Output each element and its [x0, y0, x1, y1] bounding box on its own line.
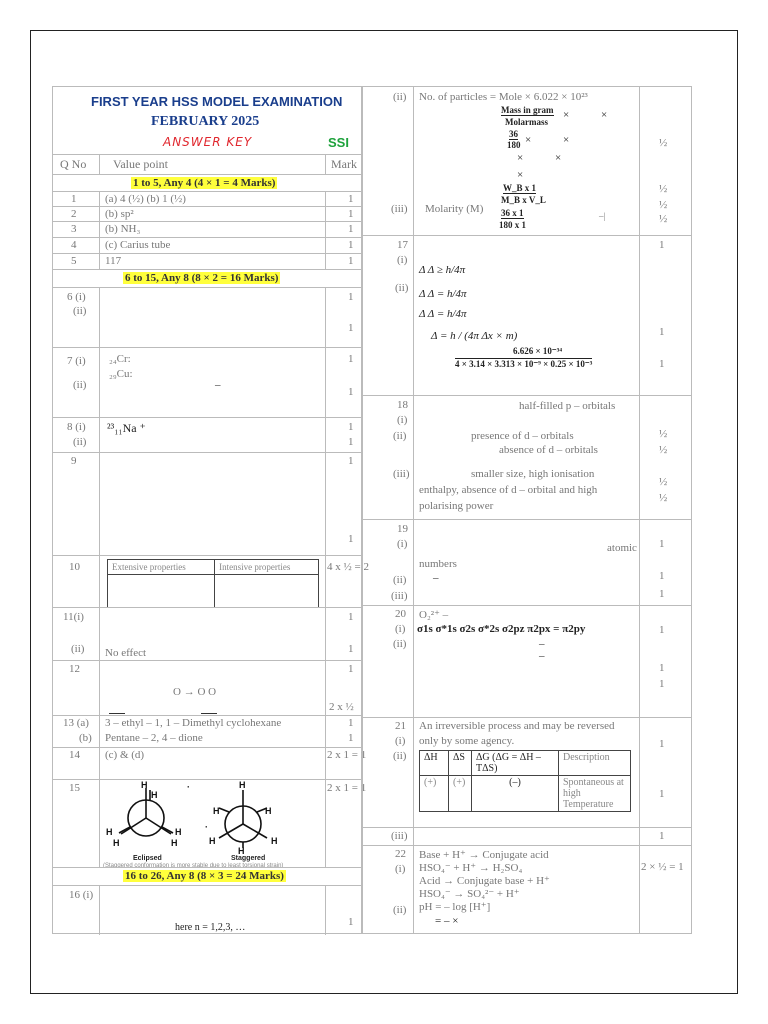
question-number: (iii)	[391, 830, 408, 842]
mark-value: 1	[659, 588, 665, 600]
question-number: (ii)	[393, 430, 407, 442]
mark-value: 1	[348, 322, 354, 334]
answer-value: (c) Carius tube	[105, 239, 171, 251]
times-sign: ×	[555, 152, 562, 164]
mark-value: 1	[659, 239, 665, 251]
table-row	[53, 191, 361, 206]
question-number: 12	[69, 663, 80, 675]
answer-value: 117	[105, 255, 122, 267]
dash: –	[539, 650, 545, 662]
mark-value: 1	[348, 436, 354, 448]
mark-value: 1	[348, 916, 354, 928]
fraction-numerator: W_B x 1	[503, 183, 537, 193]
table-row	[53, 885, 361, 935]
answer-value: here n = 1,2,3, …	[175, 922, 246, 933]
answer-value: HSO₄⁻ → SO₄²⁻ + H⁺	[419, 888, 520, 900]
svg-text:·: ·	[205, 822, 208, 832]
newman-projections	[101, 780, 323, 868]
description-header: Description	[559, 751, 631, 776]
table-cell: (+)	[449, 776, 472, 812]
table-row	[363, 605, 691, 717]
table-row	[53, 660, 361, 715]
properties-table	[107, 559, 319, 608]
table-row	[363, 827, 691, 845]
mark-value: 2 × ½ = 1	[641, 861, 684, 873]
mark-value: 1	[659, 788, 665, 800]
answer-value: only by some agency.	[419, 735, 515, 747]
molecular-orbital-config: σ1s σ*1s σ2s σ*2s σ2pz π2px = π2py	[417, 623, 586, 635]
mark-value: 1	[348, 208, 354, 220]
svg-text:H: H	[106, 827, 113, 837]
mark-value: 1	[659, 358, 665, 370]
mark-value: 1	[348, 239, 354, 251]
mark-value: 1	[659, 738, 665, 750]
left-answer-table	[52, 86, 369, 934]
table-row	[53, 347, 361, 417]
fraction-denominator: 180	[507, 140, 521, 150]
delta-g-header: ΔG (ΔG = ΔH – TΔS)	[472, 751, 559, 776]
answer-value: pH = – log [H⁺]	[419, 901, 491, 913]
question-number: 10	[69, 561, 80, 573]
times-sign: ×	[525, 134, 532, 146]
svg-text:H: H	[141, 780, 148, 790]
question-number: (ii)	[393, 91, 407, 103]
answer-value: ₂₄Cr:	[109, 353, 131, 365]
table-row	[53, 253, 361, 269]
section-row	[53, 174, 361, 191]
answer-value: (c) & (d)	[105, 749, 145, 761]
fraction-denominator: Molarmass	[505, 117, 548, 127]
fraction-numerator: Mass in gram	[501, 105, 554, 115]
svg-text:H: H	[113, 838, 120, 848]
question-number: 17	[397, 239, 408, 251]
answer-value: ₂₉Cu:	[109, 368, 133, 380]
uncertainty-equation: Δ Δ = h/4π	[419, 288, 467, 300]
svg-text:H: H	[239, 780, 246, 790]
table-row	[363, 183, 691, 235]
answer-value: (b) sp²	[105, 208, 134, 220]
question-number: (ii)	[71, 643, 85, 655]
question-number: 13 (a)	[63, 717, 89, 729]
mark-value: 1	[659, 326, 665, 338]
question-number: (i)	[395, 735, 406, 747]
fraction-denominator: 180 x 1	[499, 220, 526, 230]
answer-value: half-filled p – orbitals	[519, 400, 616, 412]
times-sign: ×	[563, 134, 570, 146]
question-number: (i)	[397, 538, 408, 550]
question-number: (ii)	[393, 750, 407, 762]
mark-value: ½	[659, 137, 668, 149]
times-sign: ×	[517, 152, 524, 164]
mark-value: ½	[659, 183, 668, 195]
question-number: (iii)	[393, 468, 410, 480]
mark-header: Mark	[331, 157, 357, 171]
question-number: 3	[71, 223, 77, 235]
mark-value: 1	[659, 662, 665, 674]
question-number: (ii)	[73, 305, 87, 317]
table-row	[53, 747, 367, 779]
table-cell: (–)	[472, 776, 559, 812]
mark-value: ½	[659, 476, 668, 488]
mark-value: 1	[659, 830, 665, 842]
mark-value: 1	[348, 533, 354, 545]
answer-value: No. of particles = Mole × 6.022 × 10²³	[419, 91, 588, 103]
mark-value: 1	[348, 223, 354, 235]
answer-value: enthalpy, absence of d – orbital and high	[419, 484, 598, 496]
answer-value: O₂²⁺ –	[419, 609, 449, 621]
answer-value: An irreversible process and may be reversed	[419, 720, 615, 732]
answer-value: (a) 4 (½) (b) 1 (½)	[105, 193, 186, 205]
fraction-denominator: M_B x V_L	[501, 195, 546, 205]
fraction-numerator: 36 x 1	[501, 208, 524, 218]
question-number: 14	[69, 749, 80, 761]
eclipsed-label: Eclipsed	[133, 855, 162, 862]
mark-value: 2 x 1 = 1	[327, 782, 367, 794]
answer-value: HSO₄⁻ + H⁺ → H₂SO₄	[419, 862, 523, 874]
question-number: (iii)	[391, 590, 408, 602]
question-number: (ii)	[73, 379, 87, 391]
mark-value: 1	[659, 678, 665, 690]
answer-value: No effect	[105, 647, 147, 659]
times-sign: ×	[517, 169, 524, 181]
question-number: (ii)	[393, 574, 407, 586]
mark-value: ½	[659, 492, 668, 504]
mark-value: 1	[348, 353, 354, 365]
mark-value: 1	[348, 717, 354, 729]
question-number: (i)	[397, 414, 408, 426]
table-row	[53, 779, 367, 868]
dash: –	[433, 572, 439, 584]
question-number: 16 (i)	[69, 889, 94, 901]
delta-s-header: ΔS	[449, 751, 472, 776]
table-row	[53, 417, 361, 452]
question-number: 15	[69, 782, 80, 794]
table-row	[53, 452, 361, 555]
mark-value: 2 x ½	[329, 701, 354, 713]
question-number: (ii)	[393, 638, 407, 650]
mark-value: 1	[348, 255, 354, 267]
question-number: 1	[71, 193, 77, 205]
table-row	[363, 519, 691, 605]
question-number: (i)	[397, 254, 408, 266]
table-row	[53, 287, 361, 347]
answer-key-label: ANSWER KEY	[163, 135, 253, 149]
mark-value: 1	[659, 624, 665, 636]
question-number: 19	[397, 523, 408, 535]
mark-value: 1	[659, 570, 665, 582]
table-row	[363, 845, 691, 935]
exam-month: FEBRUARY 2025	[151, 114, 260, 129]
question-number: 21	[395, 720, 406, 732]
dash: –	[215, 379, 221, 391]
section-row	[53, 867, 361, 885]
question-number: (iii)	[391, 203, 408, 215]
svg-text:H: H	[213, 806, 220, 816]
gibbs-energy-table	[419, 750, 631, 812]
question-number: 4	[71, 239, 77, 251]
question-number: 11(i)	[63, 611, 84, 623]
table-row	[53, 715, 361, 747]
value-header: Value point	[113, 157, 168, 171]
question-number: 18	[397, 399, 408, 411]
svg-text:H: H	[271, 836, 278, 846]
fraction-numerator: 6.626 × 10⁻³⁴	[513, 346, 563, 356]
answer-value: absence of d – orbitals	[499, 444, 598, 456]
column-header-row	[53, 154, 361, 174]
svg-text:H: H	[209, 836, 216, 846]
table-row	[363, 717, 691, 827]
table-cell: Spontaneous at high Temperature	[559, 776, 631, 812]
answer-value: Molarity (M)	[425, 203, 484, 215]
section-3-heading: 16 to 26, Any 8 (8 × 3 = 24 Marks)	[125, 870, 284, 882]
mark-value: ½	[659, 199, 668, 211]
table-row	[363, 395, 691, 519]
conformation-note: (Staggered conformation is more stable due to least torsional strain)	[103, 863, 284, 868]
svg-text:H: H	[151, 790, 158, 800]
mark-value: 1	[348, 643, 354, 655]
section-2-heading: 6 to 15, Any 8 (8 × 2 = 16 Marks)	[125, 272, 279, 284]
section-row	[53, 269, 361, 287]
answer-value: Acid → Conjugate base + H⁺	[419, 875, 550, 887]
question-number: (ii)	[73, 436, 87, 448]
question-number: (b)	[79, 732, 92, 744]
uncertainty-equation: Δ Δ = h/4π	[419, 308, 467, 320]
staggered-label: Staggered	[231, 855, 266, 862]
answer-value: = – ×	[435, 915, 459, 927]
mark-value: 1	[348, 421, 354, 433]
dash: –	[539, 638, 545, 650]
mark-value: 1	[348, 455, 354, 467]
table-row	[53, 607, 361, 660]
mark-value: 1	[348, 193, 354, 205]
fraction-numerator: 36	[509, 129, 518, 139]
extensive-header: Extensive properties	[108, 560, 215, 575]
answer-value: smaller size, high ionisation	[471, 468, 595, 480]
question-number: (i)	[395, 623, 406, 635]
answer-value: 3 – ethyl – 1, 1 – Dimethyl cyclohexane	[105, 717, 282, 729]
mark-value: 1	[348, 611, 354, 623]
staggered-projection	[219, 790, 267, 848]
fraction-denominator: 4 × 3.14 × 3.313 × 10⁻⁹ × 0.25 × 10⁻³	[455, 359, 593, 369]
answer-value: presence of d – orbitals	[471, 430, 574, 442]
mark-value: 1	[659, 538, 665, 550]
intensive-header: Intensive properties	[215, 560, 319, 575]
right-answer-table	[362, 86, 692, 934]
question-number: (i)	[395, 863, 406, 875]
answer-value: numbers	[419, 558, 457, 570]
sodium-ion-symbol: ²³₁₁Na ⁺	[107, 421, 146, 435]
question-number: 22	[395, 848, 406, 860]
times-sign: ×	[601, 109, 608, 121]
ssi-label: SSI	[328, 135, 349, 150]
answer-value: O → O O	[173, 686, 217, 698]
answer-value: atomic	[607, 542, 637, 554]
table-row	[363, 87, 691, 183]
mark-value: ½	[659, 428, 668, 440]
mark-value: 4 x ½ = 2	[327, 561, 369, 573]
answer-value: Pentane – 2, 4 – dione	[105, 732, 203, 744]
table-row	[363, 235, 691, 395]
mark-value: 1	[348, 663, 354, 675]
svg-text:·: ·	[187, 782, 190, 792]
question-number: 7 (i)	[67, 355, 86, 367]
uncertainty-equation: Δ = h / (4π Δx × m)	[431, 330, 518, 342]
question-number: 8 (i)	[67, 421, 86, 433]
section-1-heading: 1 to 5, Any 4 (4 × 1 = 4 Marks)	[133, 177, 276, 189]
question-number: 5	[71, 255, 77, 267]
mark-tick: –|	[599, 211, 606, 221]
mark-value: 1	[348, 291, 354, 303]
eclipsed-projection	[119, 788, 173, 836]
table-row	[53, 237, 361, 253]
exam-title: FIRST YEAR HSS MODEL EXAMINATION	[91, 94, 343, 109]
qno-header: Q No	[60, 157, 87, 171]
question-number: (ii)	[393, 904, 407, 916]
svg-text:H: H	[171, 838, 178, 848]
svg-text:H: H	[175, 827, 182, 837]
table-cell: (+)	[420, 776, 449, 812]
delta-h-header: ΔH	[420, 751, 449, 776]
uncertainty-equation: Δ Δ ≥ h/4π	[419, 264, 466, 276]
table-row	[53, 221, 361, 237]
mark-value: 1	[348, 732, 354, 744]
mark-value: 1	[348, 386, 354, 398]
table-row	[53, 206, 361, 221]
mark-value: ½	[659, 444, 668, 456]
mark-value: ½	[659, 213, 668, 225]
answer-value: (b) NH₃	[105, 223, 141, 235]
table-row	[53, 555, 369, 607]
question-number: 9	[71, 455, 77, 467]
question-number: 20	[395, 608, 406, 620]
answer-value: polarising power	[419, 500, 494, 512]
question-number: 2	[71, 208, 77, 220]
svg-text:H: H	[265, 806, 272, 816]
question-number: (ii)	[395, 282, 409, 294]
svg-text:H: H	[238, 846, 245, 856]
mark-value: 2 x 1 = 1	[327, 749, 367, 761]
question-number: 6 (i)	[67, 291, 86, 303]
times-sign: ×	[563, 109, 570, 121]
answer-value: Base + H⁺ → Conjugate acid	[419, 849, 549, 861]
